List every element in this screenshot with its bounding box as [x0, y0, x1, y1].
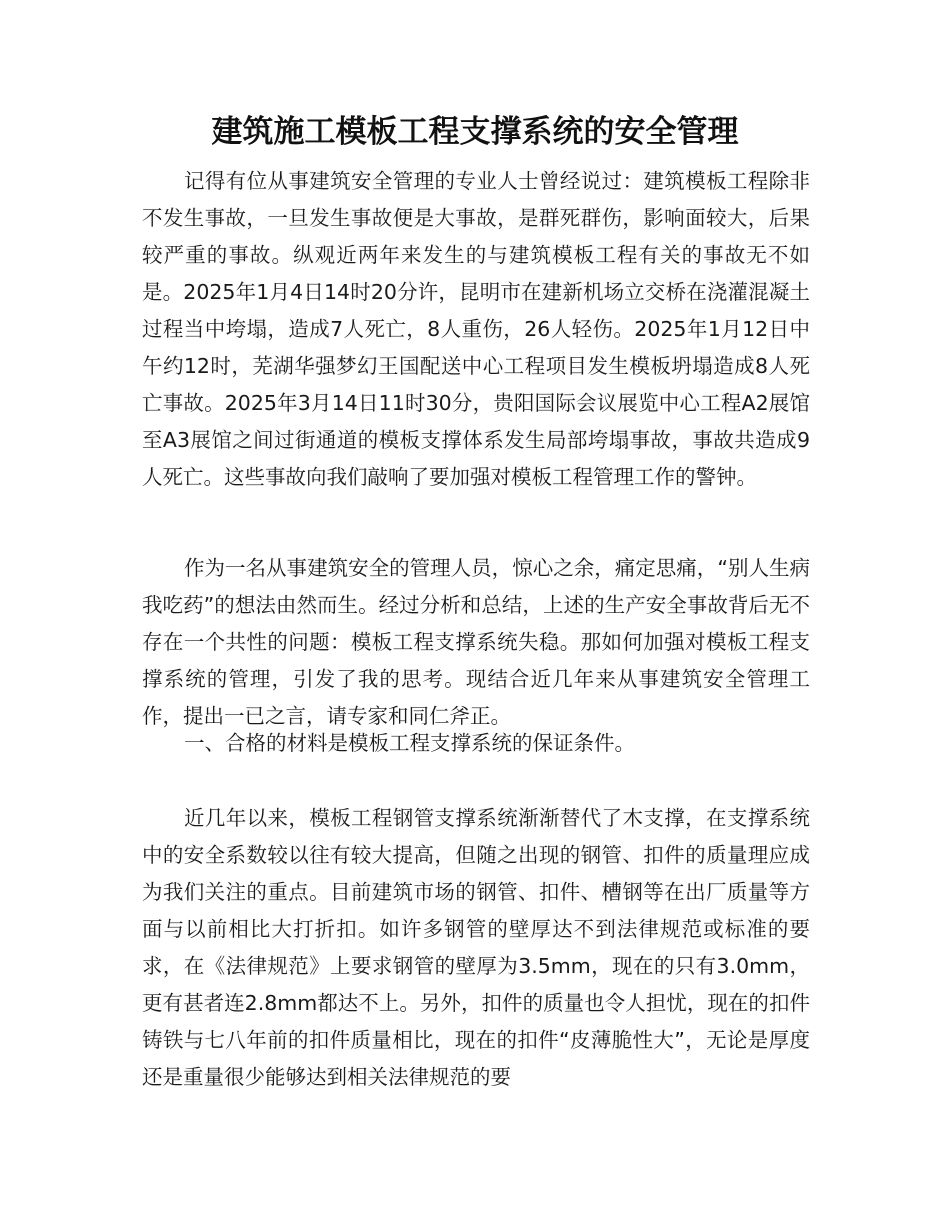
document-title: 建筑施工模板工程支撑系统的安全管理	[211, 114, 739, 150]
paragraph-reflection: 作为一名从事建筑安全的管理人员，惊心之余，痛定思痛，“别人生病我吃药”的想法由然而生。经过分析和总结，上述的生产安全事故背后无不存在一个共性的问题：模板工程支撑系统失稳。那如何加强对模板工程支撑系统的管理，引发了我的思考。现结合近几年来从事建筑安全管理工作，提出一已之言，请专家和同仁斧正。	[142, 556, 810, 728]
paragraph-materials: 近几年以来，模板工程钢管支撑系统渐渐替代了木支撑，在支撑系统中的安全系数较以往有较大提高，但随之出现的钢管、扣件的质量理应成为我们关注的重点。目前建筑市场的钢管、扣件、槽钢等在出厂质量等方面与以前相比大打折扣。如许多钢管的壁厚达不到法律规范或标准的要求，在《法律规范》上要求钢管的壁厚为3.5mm，现在的只有3.0mm，更有甚者连2.8mm都达不上。另外，扣件的质量也令人担忧，现在的扣件铸铁与七八年前的扣件质量相比，现在的扣件“皮薄脆性大”，无论是厚度还是重量很少能够达到相关法律规范的要	[142, 806, 810, 1089]
section-heading-materials: 一、合格的材料是模板工程支撑系统的保证条件。	[184, 731, 635, 755]
paragraph-intro: 记得有位从事建筑安全管理的专业人士曾经说过：建筑模板工程除非不发生事故，一旦发生事故便是大事故，是群死群伤，影响面较大，后果较严重的事故。纵观近两年来发生的与建筑模板工程有关的事故无不如是。2025年1月4日14时20分许，昆明市在建新机场立交桥在浇灌混凝土过程当中垮塌，造成7人死亡，8人重伤，26人轻伤。2025年1月12日中午约12时，芜湖华强梦幻王国配送中心工程项目发生模板坍塌造成8人死亡事故。2025年3月14日11时30分，贵阳国际会议展览中心工程A2展馆至A3展馆之间过街通道的模板支撑体系发生局部垮塌事故，事故共造成9人死亡。这些事故向我们敲响了要加强对模板工程管理工作的警钟。	[142, 169, 810, 489]
